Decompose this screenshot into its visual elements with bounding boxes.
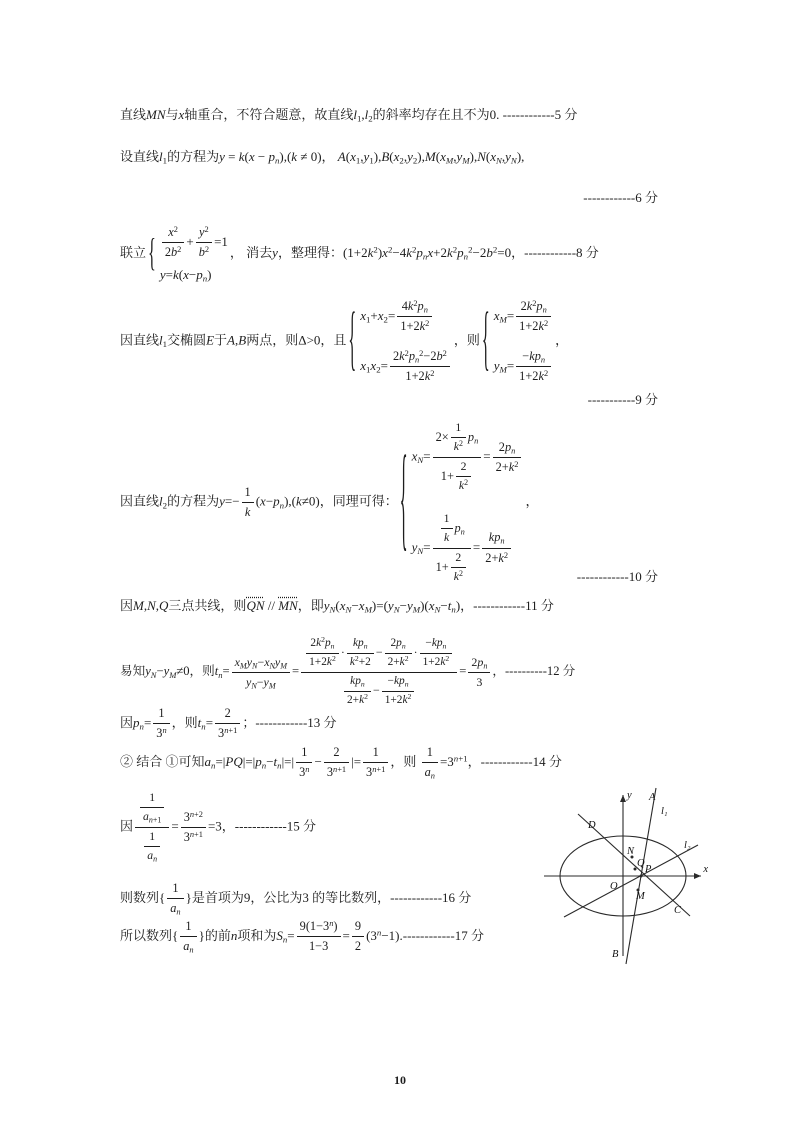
label-x-axis: x [703,864,708,875]
x-axis-arrow [694,873,701,879]
label-y-axis: y [627,790,632,801]
solution-line-1: 直线MN与x轴重合，不符合题意，故直线$l_1,l_2$的斜率均存在且不为0. ------------5 分 [120,107,578,124]
label-point-c: C [674,905,682,916]
label-point-a: A [649,792,656,803]
solution-line-10: 易知$y_N-y_M\ne 0$，则$t_n=$ $x_My_N-x_Ny_M$ $y_N-y_M$ = $\frac{2k^2p_n}{1+2k^2}$ · $kp_n$ $k^2+2$ − $\frac{2p_n}{2+k^2}$ · $-kp_n$ $1+2k^2$ $kp_n$ $2+k^2$ − $-kp_n$ $1+2k^2$ = $\frac{2p_n}{3}$ ，----------12 分 [120,635,576,706]
y-axis-arrow [620,795,626,802]
solution-line-12: ② 结合 ①可知$a_n=|PQ|=|p_n-t_n|=|$ $\frac{1}{3^n}$ − $\frac{2}{3^{n+1}}$ |= $\frac{1}{3^{n+1}}$ ，则 $\frac{1}{a_n}$ $=3^{n+1}$，------------14 分 [120,745,562,781]
score-line-10pts: ------------10 分 [576,569,658,584]
label-line-l2: l₂ [684,840,691,851]
label-point-q: Q [637,858,645,869]
point-p-dot [640,875,643,878]
solution-line-15: 所以数列{ $\frac{1}{a_n}$ }的前n项和为$S_n=$ $\frac{9(1-3^n)}{1-3}$ = $\frac{9}{2}$ $(3^n-1).------------17$ 分 [120,918,484,955]
solution-line-11: 因$p_n=$ $\frac{1}{3^n}$ ，则$t_n=$ $\frac{2}{3^{n+1}}$ ；------------13 分 [120,706,337,741]
solution-line-14: 则数列{ $\frac{1}{a_n}$ }是首项为9，公比为3 的等比数列，------------16 分 [120,881,472,917]
score-line-9pts: -----------9 分 [587,392,658,407]
solution-line-2: 设直线$l_1$的方程为$y = k(x - p_n),(k \ne 0)$， $A(x_1,y_1),B(x_2,y_2),M(x_M,y_M),N(x_N,y_N)$, [120,149,525,166]
label-point-m: M [636,891,645,902]
ellipse-diagram [538,786,710,968]
label-point-p: P [645,864,652,875]
label-point-d: D [588,820,596,831]
label-point-o: O [610,881,618,892]
solution-line-4: 联立 { $\frac{x^2}{2b^2}$ + $\frac{y^2}{b^2}$ =1 $y=k(x-p_n)$ ， 消去y，整理得：$(1+2k^2)x^2-4k^2p_nx+2k^2p_n^2-2b^2=0$，------------8 分 [120,224,599,284]
solution-line-7: 因直线$l_2$的方程为y=− $\frac{1}{k}$ $(x-p_n),(k\ne 0)$，同理可得： { $x_N=$ 2× $\frac{1}{k^2}$ $p_n$ 1+ $\frac{2}{k^2}$ = $\frac{2p_n}{2+k^2}$ $y_N=$ $\frac{1}{k}$ $p_n$ 1+ $\frac{2}{k^2}$ = $kp_n$ $2+k^2$ ， [120,421,539,583]
page-number: 10 [394,1073,406,1087]
label-point-b: B [612,949,619,960]
solution-line-9: 因M,N,Q三点共线，则QN // MN，即$y_N(x_N-x_M)=(y_N-y_M)(x_N-t_n)$，------------11 分 [120,598,554,615]
solution-line-5: 因直线$l_1$交椭圆E于A,B两点，则Δ>0，且 { $x_1+x_2=$ $\frac{4k^2p_n}{1+2k^2}$ $x_1x_2=$ $\frac{2k^2p_n^2-2b^2}{1+2k^2}$ ，则 { $x_M=$ $\frac{2k^2p_n}{1+2k^2}$ $y_M=$ $-kp_n$ $1+2k^2$ ， [120,298,569,383]
score-line-6pts: ------------6 分 [583,190,658,205]
solution-line-13: 因 $\frac{\frac{1}{a_{n+1}}}{\frac{1}{a_n}}$ = $\frac{3^{n+2}}{3^{n+1}}$ =3，------------15 分 [120,791,316,864]
label-point-n: N [627,846,635,857]
label-line-l1: l₁ [661,806,668,817]
